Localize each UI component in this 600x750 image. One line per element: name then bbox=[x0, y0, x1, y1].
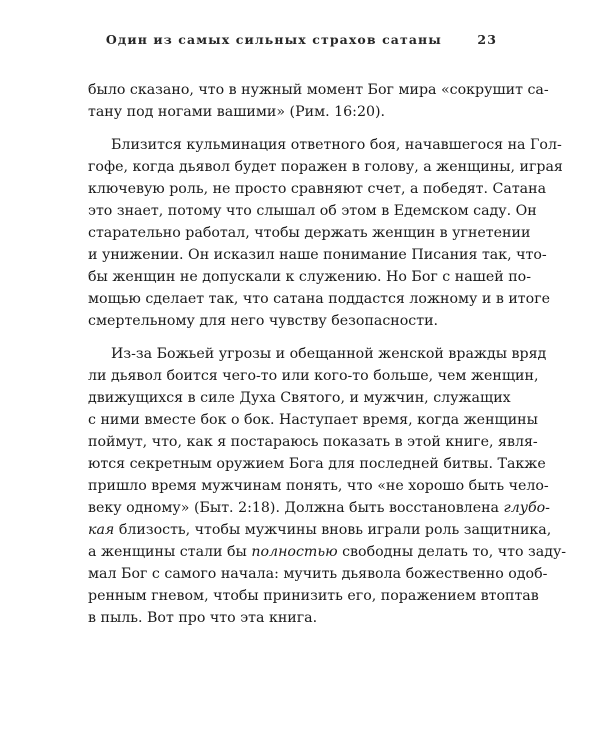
italic-text: кая bbox=[88, 522, 115, 538]
text-run: и унижении. Он исказил наше понимание Писания так, что- bbox=[88, 247, 547, 263]
text-line bbox=[88, 585, 539, 607]
paragraph bbox=[88, 134, 563, 332]
page-number: 23 bbox=[477, 32, 497, 47]
text-line bbox=[88, 541, 567, 563]
text-run: это знает, потому что слышал об этом в Едемском саду. Он bbox=[88, 203, 537, 219]
text-line bbox=[88, 79, 549, 101]
text-run: веку одному» (Быт. 2:18). Должна быть восстановлена bbox=[88, 500, 504, 516]
paragraph-gap bbox=[88, 123, 502, 134]
text-run: пришло время мужчинам понять, что «не хорошо быть чело- bbox=[88, 478, 549, 494]
text-run: в пыль. Вот про что эта книга. bbox=[88, 610, 318, 626]
paragraph-gap bbox=[88, 332, 502, 343]
text-run: бы женщин не допускали к служению. Но Бог с нашей по- bbox=[88, 269, 532, 285]
text-line bbox=[88, 134, 562, 156]
text-line bbox=[88, 563, 548, 585]
text-run: движущихся в силе Духа Святого, и мужчин, служащих bbox=[88, 390, 511, 406]
text-run: поймут, что, как я постараюсь показать в этой книге, явля- bbox=[88, 434, 538, 450]
text-run: свободны делать то, что заду- bbox=[337, 544, 567, 560]
text-line bbox=[88, 200, 537, 222]
running-title: Один из самых сильных страхов сатаны bbox=[105, 32, 442, 47]
text-run: мощью сделает так, что сатана поддастся ложному и в итоге bbox=[88, 291, 551, 307]
text-run: а женщины стали бы bbox=[88, 544, 252, 560]
text-run: мал Бог с самого начала: мучить дьявола божественно одоб- bbox=[88, 566, 548, 582]
text-run: тану под ногами вашими» (Рим. 16:20). bbox=[88, 104, 386, 120]
text-run: ются секретным оружием Бога для последней битвы. Также bbox=[88, 456, 546, 472]
text-run: Близится кульминация ответного боя, начавшегося на Гол- bbox=[111, 137, 562, 153]
text-run: Из-за Божьей угрозы и обещанной женской вражды вряд bbox=[111, 346, 547, 362]
text-line bbox=[88, 178, 547, 200]
text-line bbox=[88, 387, 511, 409]
text-line bbox=[88, 156, 563, 178]
text-run: с ними вместе бок о бок. Наступает время, когда женщины bbox=[88, 412, 538, 428]
text-line bbox=[88, 222, 531, 244]
text-line bbox=[88, 497, 550, 519]
text-run: ключевую роль, не просто сравняют счет, а победят. Сатана bbox=[88, 181, 547, 197]
text-line bbox=[88, 519, 552, 541]
text-line bbox=[88, 475, 549, 497]
italic-text: полностью bbox=[251, 544, 338, 560]
paragraph bbox=[88, 79, 549, 123]
text-run: было сказано, что в нужный момент Бог мира «сокрушит са- bbox=[88, 82, 549, 98]
italic-text: глубо- bbox=[503, 500, 550, 516]
text-line bbox=[88, 101, 502, 123]
text-line bbox=[88, 288, 551, 310]
text-run: ренным гневом, чтобы принизить его, поражением втоптав bbox=[88, 588, 539, 604]
text-line bbox=[88, 343, 547, 365]
running-head bbox=[106, 32, 497, 47]
text-line bbox=[88, 365, 539, 387]
text-line bbox=[88, 431, 538, 453]
body-text bbox=[88, 79, 567, 629]
text-line bbox=[88, 607, 502, 629]
text-line bbox=[88, 453, 546, 475]
text-run: ли дьявол боится чего-то или кого-то больше, чем женщин, bbox=[88, 368, 539, 384]
paragraph bbox=[88, 343, 567, 629]
text-line bbox=[88, 244, 547, 266]
text-line bbox=[88, 409, 538, 431]
text-run: близость, чтобы мужчины вновь играли роль защитника, bbox=[114, 522, 552, 538]
text-run: гофе, когда дьявол будет поражен в голову, а женщины, играя bbox=[88, 159, 563, 175]
text-run: старательно работал, чтобы держать женщин в угнетении bbox=[88, 225, 531, 241]
text-line bbox=[88, 310, 502, 332]
text-line bbox=[88, 266, 532, 288]
text-run: смертельному для него чувству безопасности. bbox=[88, 313, 439, 329]
